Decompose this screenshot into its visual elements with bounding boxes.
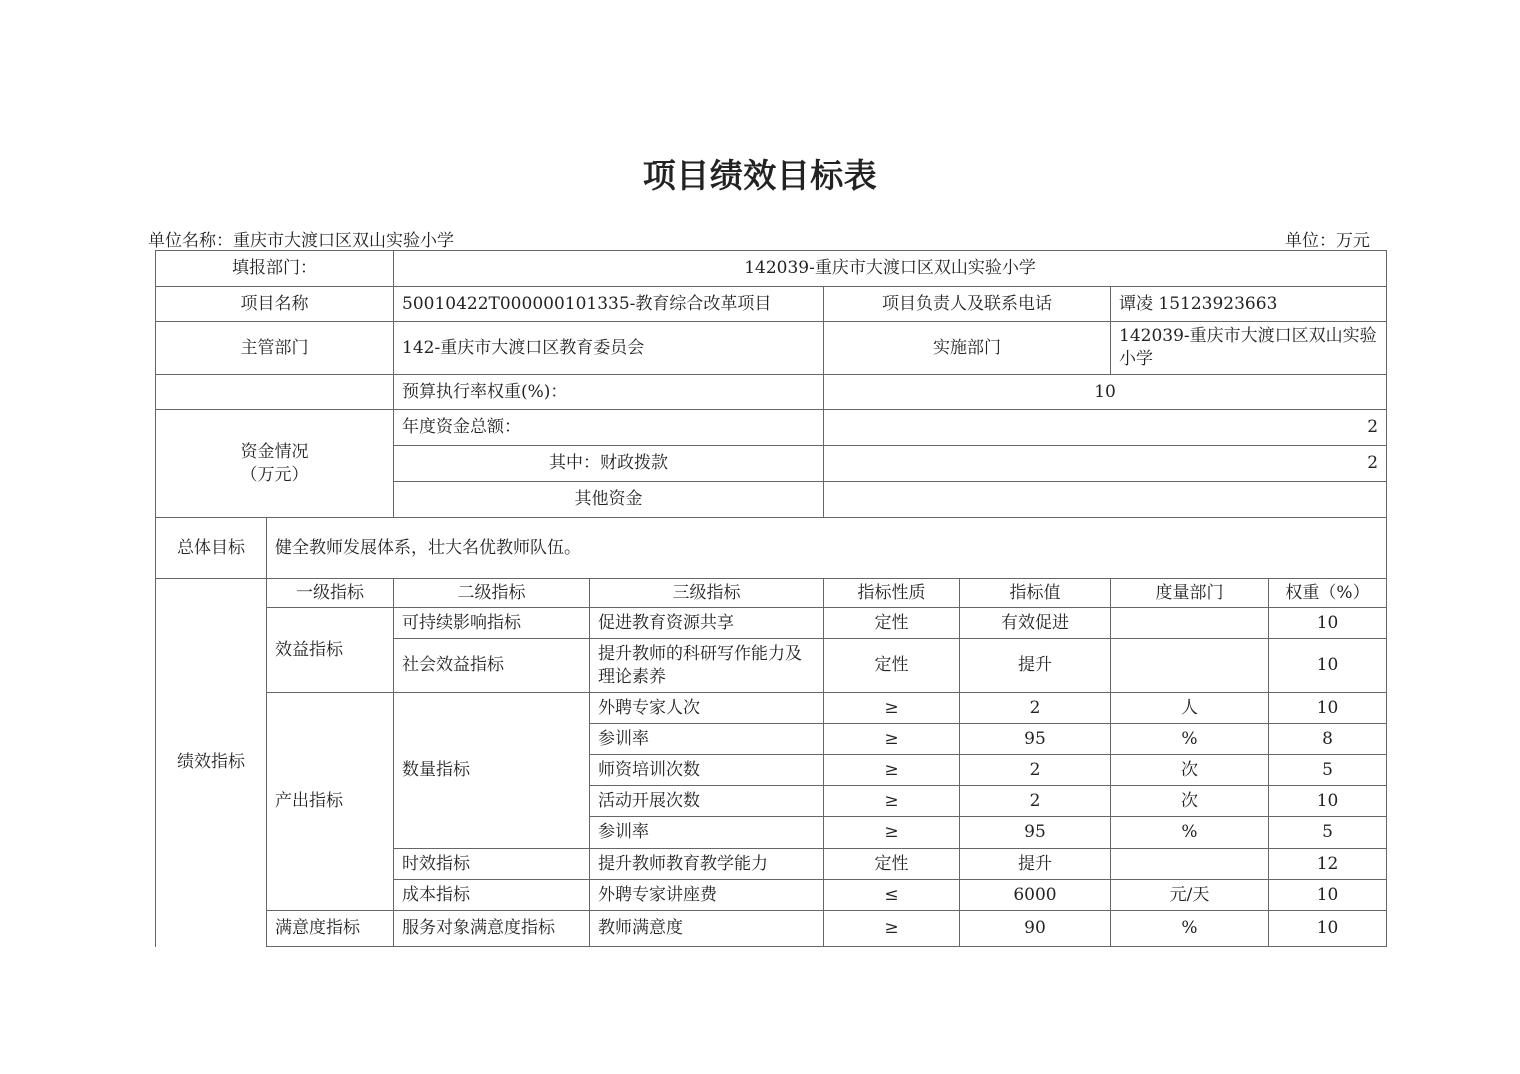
header-nature: 指标性质 bbox=[824, 579, 960, 608]
weight-cell: 5 bbox=[1269, 817, 1387, 849]
performance-table bbox=[155, 250, 1387, 947]
header-value: 指标值 bbox=[960, 579, 1111, 608]
measure-unit-cell: 次 bbox=[1111, 786, 1269, 817]
level3-cell: 师资培训次数 bbox=[590, 755, 824, 786]
unit-name: 单位名称：重庆市大渡口区双山实验小学 bbox=[148, 231, 454, 251]
nature-cell: 定性 bbox=[824, 849, 960, 880]
nature-cell: ≥ bbox=[824, 786, 960, 817]
page-title: 项目绩效目标表 bbox=[642, 156, 878, 195]
other-funds-value bbox=[824, 482, 1387, 518]
measure-unit-cell: % bbox=[1111, 911, 1269, 947]
value-cell: 90 bbox=[960, 911, 1111, 947]
contact-label: 项目负责人及联系电话 bbox=[824, 287, 1111, 322]
value-cell: 有效促进 bbox=[960, 608, 1111, 639]
value-cell: 提升 bbox=[960, 849, 1111, 880]
table-row bbox=[156, 322, 1387, 375]
nature-cell: ≥ bbox=[824, 755, 960, 786]
weight-cell: 10 bbox=[1269, 911, 1387, 947]
overall-goal-label: 总体目标 bbox=[156, 518, 267, 579]
measure-unit-cell: 次 bbox=[1111, 755, 1269, 786]
funds-label-line2: （万元） bbox=[240, 464, 309, 485]
fiscal-value: 2 bbox=[824, 446, 1387, 482]
level2-social: 社会效益指标 bbox=[394, 639, 590, 693]
measure-unit-cell bbox=[1111, 639, 1269, 693]
fill-dept-value: 142039-重庆市大渡口区双山实验小学 bbox=[394, 251, 1387, 287]
funds-label-line1: 资金情况 bbox=[240, 441, 309, 462]
value-cell: 2 bbox=[960, 755, 1111, 786]
level2-quantity: 数量指标 bbox=[394, 693, 590, 849]
table-row bbox=[156, 410, 1387, 446]
weight-cell: 8 bbox=[1269, 724, 1387, 755]
header-weight: 权重（%） bbox=[1269, 579, 1387, 608]
perf-indicator-label: 绩效指标 bbox=[156, 579, 267, 947]
table-row bbox=[156, 375, 1387, 410]
level3-cell: 提升教师的科研写作能力及理论素养 bbox=[590, 639, 824, 693]
nature-cell: ≥ bbox=[824, 817, 960, 849]
header-level3: 三级指标 bbox=[590, 579, 824, 608]
overall-goal-value: 健全教师发展体系，壮大名优教师队伍。 bbox=[267, 518, 1387, 579]
level3-cell: 参训率 bbox=[590, 724, 824, 755]
supervisor-label: 主管部门 bbox=[156, 322, 394, 375]
level3-cell: 教师满意度 bbox=[590, 911, 824, 947]
value-cell: 提升 bbox=[960, 639, 1111, 693]
level1-satisfaction: 满意度指标 bbox=[267, 911, 394, 947]
level2-time: 时效指标 bbox=[394, 849, 590, 880]
weight-cell: 5 bbox=[1269, 755, 1387, 786]
level2-service: 服务对象满意度指标 bbox=[394, 911, 590, 947]
annual-total-label: 年度资金总额： bbox=[394, 410, 824, 446]
level3-cell: 外聘专家讲座费 bbox=[590, 880, 824, 911]
header-level2: 二级指标 bbox=[394, 579, 590, 608]
level1-benefit: 效益指标 bbox=[267, 608, 394, 693]
weight-cell: 10 bbox=[1269, 880, 1387, 911]
measure-unit-cell: 元/天 bbox=[1111, 880, 1269, 911]
weight-cell: 10 bbox=[1269, 693, 1387, 724]
value-cell: 6000 bbox=[960, 880, 1111, 911]
weight-cell: 10 bbox=[1269, 786, 1387, 817]
table-row bbox=[156, 518, 1387, 579]
funds-label bbox=[156, 410, 394, 518]
table-row bbox=[156, 251, 1387, 287]
table-row bbox=[156, 911, 1387, 947]
contact-value: 谭凌 15123923663 bbox=[1111, 287, 1387, 322]
other-funds-label: 其他资金 bbox=[394, 482, 824, 518]
annual-total-value: 2 bbox=[824, 410, 1387, 446]
table-row bbox=[156, 693, 1387, 724]
level3-cell: 外聘专家人次 bbox=[590, 693, 824, 724]
currency-unit: 单位：万元 bbox=[1285, 231, 1370, 251]
weight-cell: 10 bbox=[1269, 608, 1387, 639]
level3-cell: 活动开展次数 bbox=[590, 786, 824, 817]
measure-unit-cell: % bbox=[1111, 817, 1269, 849]
value-cell: 2 bbox=[960, 786, 1111, 817]
measure-unit-cell bbox=[1111, 608, 1269, 639]
impl-dept-label: 实施部门 bbox=[824, 322, 1111, 375]
nature-cell: ≤ bbox=[824, 880, 960, 911]
value-cell: 95 bbox=[960, 724, 1111, 755]
nature-cell: 定性 bbox=[824, 608, 960, 639]
header-measure-unit: 度量部门 bbox=[1111, 579, 1269, 608]
nature-cell: ≥ bbox=[824, 911, 960, 947]
table-row bbox=[156, 608, 1387, 639]
nature-cell: ≥ bbox=[824, 724, 960, 755]
value-cell: 2 bbox=[960, 693, 1111, 724]
measure-unit-cell: 人 bbox=[1111, 693, 1269, 724]
value-cell: 95 bbox=[960, 817, 1111, 849]
measure-unit-cell: % bbox=[1111, 724, 1269, 755]
budget-weight-label: 预算执行率权重(%)： bbox=[394, 375, 824, 410]
level1-output: 产出指标 bbox=[267, 693, 394, 911]
table-row bbox=[156, 579, 1387, 608]
nature-cell: 定性 bbox=[824, 639, 960, 693]
fiscal-label: 其中：财政拨款 bbox=[394, 446, 824, 482]
level3-cell: 提升教师教育教学能力 bbox=[590, 849, 824, 880]
measure-unit-cell bbox=[1111, 849, 1269, 880]
header-level1: 一级指标 bbox=[267, 579, 394, 608]
project-name-label: 项目名称 bbox=[156, 287, 394, 322]
impl-dept-value: 142039-重庆市大渡口区双山实验小学 bbox=[1111, 322, 1387, 375]
weight-cell: 12 bbox=[1269, 849, 1387, 880]
fill-dept-label: 填报部门： bbox=[156, 251, 394, 287]
supervisor-value: 142-重庆市大渡口区教育委员会 bbox=[394, 322, 824, 375]
level3-cell: 参训率 bbox=[590, 817, 824, 849]
project-name-value: 50010422T000000101335-教育综合改革项目 bbox=[394, 287, 824, 322]
level2-cost: 成本指标 bbox=[394, 880, 590, 911]
empty-cell bbox=[156, 375, 394, 410]
weight-cell: 10 bbox=[1269, 639, 1387, 693]
level3-cell: 促进教育资源共享 bbox=[590, 608, 824, 639]
table-row bbox=[156, 287, 1387, 322]
level2-sustain: 可持续影响指标 bbox=[394, 608, 590, 639]
budget-weight-value: 10 bbox=[824, 375, 1387, 410]
nature-cell: ≥ bbox=[824, 693, 960, 724]
